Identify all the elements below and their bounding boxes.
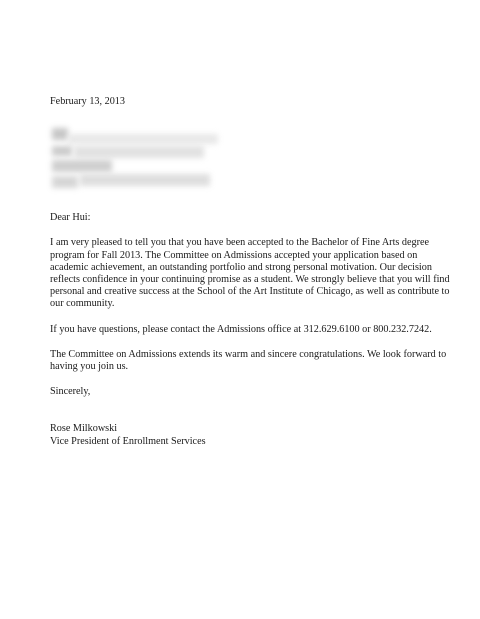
redaction-blur [52,176,78,188]
signer-name: Rose Milkowski [50,423,118,435]
redaction-blur [68,134,218,144]
redaction-blur [74,146,204,158]
letter-paragraph-congratulations: The Committee on Admissions extends its warm and sincere congratulations. We look forward to having you join us. [50,348,447,373]
signer-title: Vice President of Enrollment Services [50,435,206,447]
redaction-blur [80,174,210,186]
redaction-blur [52,146,72,156]
redaction-blur [52,128,68,140]
letter-paragraph-acceptance: I am very pleased to tell you that you have been accepted to the Bachelor of Fine Arts degree program for Fall 2013. The Committee on Admissions accepted your application based on academic achievement, an outstanding portfolio and strong personal motivation. Our decision reflects confidence in your continuing promise as a student. We strongly believe that you will find personal and creative success at the School of the Art Institute of Chicago, as well as contribute to our community. [50,237,450,310]
letter-greeting: Dear Hui: [50,212,91,224]
redacted-address-block [50,128,220,192]
redaction-blur [52,160,112,172]
letter-date: February 13, 2013 [50,96,125,107]
admission-letter [50,96,450,448]
letter-paragraph-contact: If you have questions, please contact the Admissions office at 312.629.6100 or 800.232.7242. [50,323,432,335]
letter-closing: Sincerely, [50,386,91,398]
